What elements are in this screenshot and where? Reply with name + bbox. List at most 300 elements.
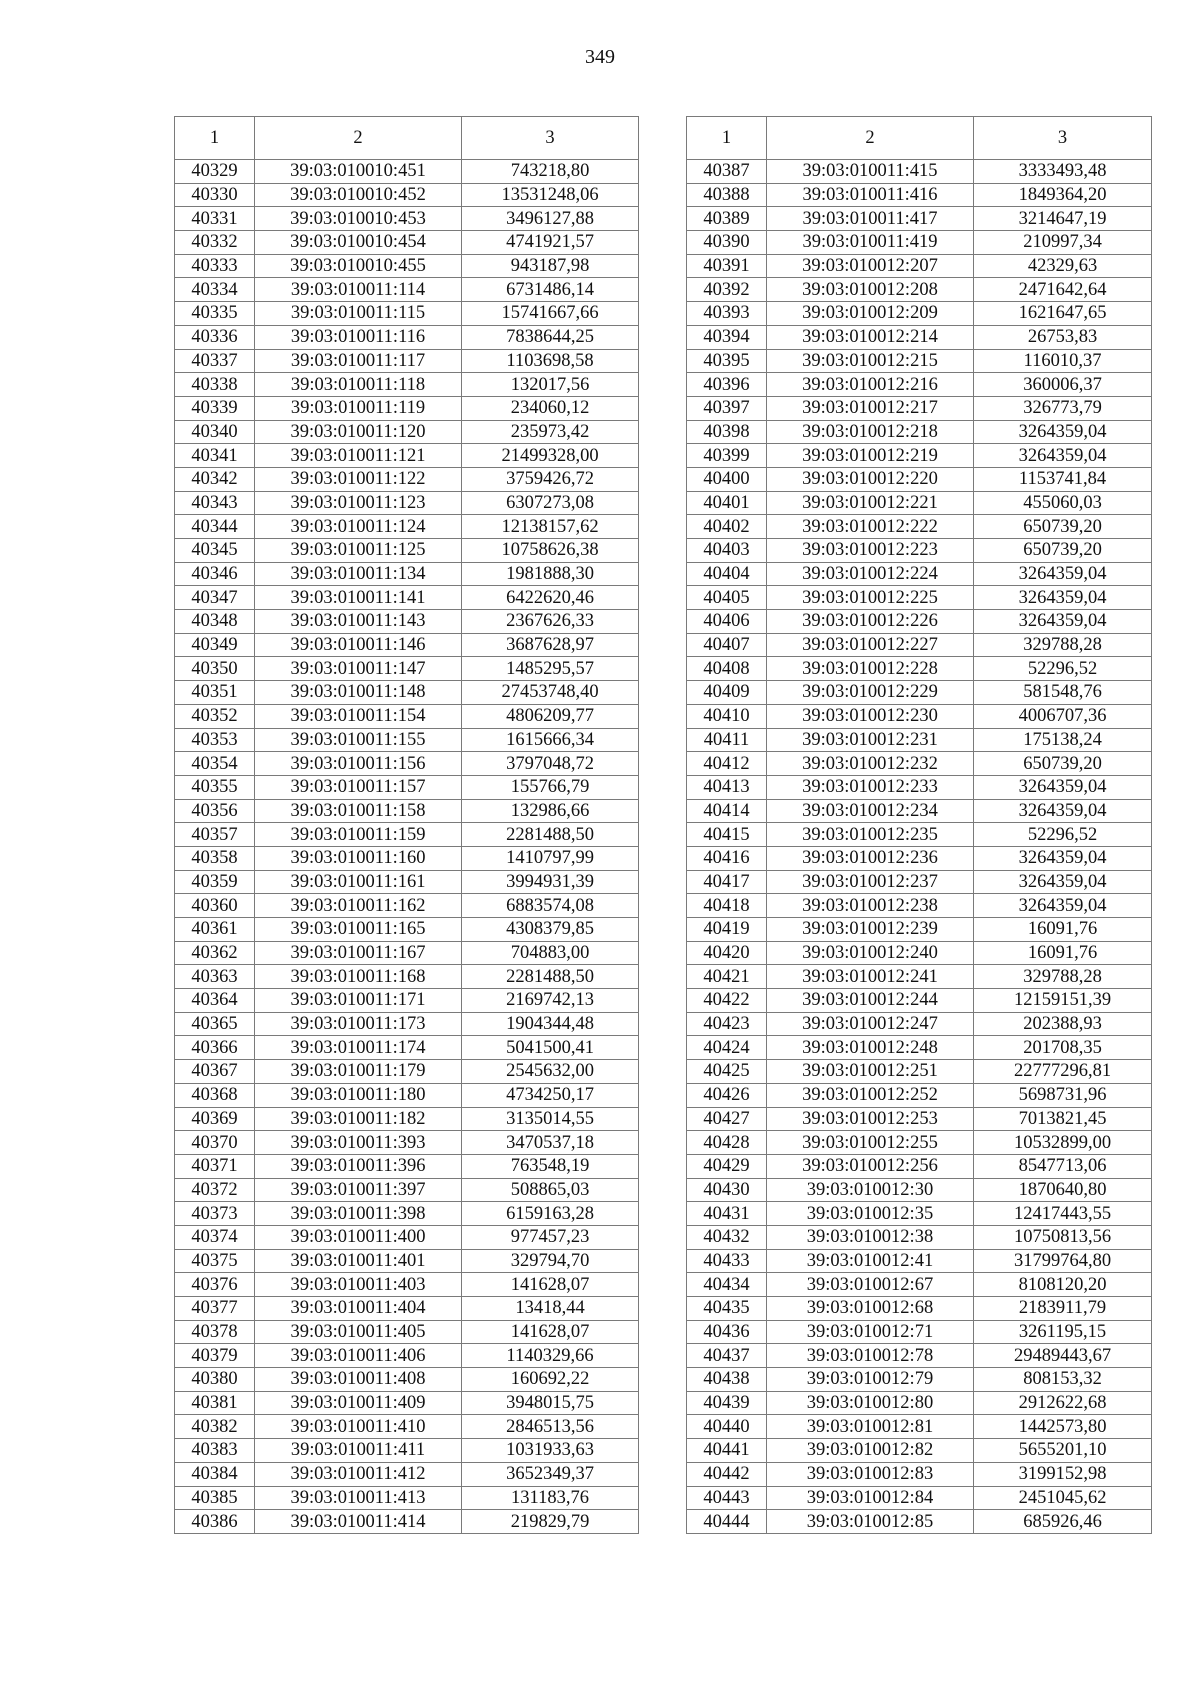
row-number-cell: 40331: [175, 207, 255, 231]
row-number-cell: 40369: [175, 1107, 255, 1131]
value-cell: 4741921,57: [462, 231, 639, 255]
cadastral-number-cell: 39:03:010012:252: [767, 1083, 974, 1107]
value-cell: 3687628,97: [462, 633, 639, 657]
row-number-cell: 40356: [175, 799, 255, 823]
table-row: [687, 752, 1152, 776]
row-number-cell: 40380: [175, 1368, 255, 1392]
table-row: [175, 1486, 639, 1510]
table-row: [687, 183, 1152, 207]
value-cell: 763548,19: [462, 1154, 639, 1178]
table-row: [175, 183, 639, 207]
cadastral-number-cell: 39:03:010011:403: [255, 1273, 462, 1297]
cadastral-number-cell: 39:03:010011:417: [767, 207, 974, 231]
value-cell: 42329,63: [974, 254, 1152, 278]
cadastral-number-cell: 39:03:010012:222: [767, 515, 974, 539]
cadastral-number-cell: 39:03:010012:71: [767, 1320, 974, 1344]
value-cell: 10758626,38: [462, 539, 639, 563]
value-cell: 132017,56: [462, 373, 639, 397]
table-row: [175, 633, 639, 657]
value-cell: 175138,24: [974, 728, 1152, 752]
cadastral-number-cell: 39:03:010011:147: [255, 657, 462, 681]
value-cell: 3135014,55: [462, 1107, 639, 1131]
row-number-cell: 40439: [687, 1391, 767, 1415]
row-number-cell: 40333: [175, 254, 255, 278]
row-number-cell: 40351: [175, 681, 255, 705]
column-header-1: 1: [687, 117, 767, 160]
row-number-cell: 40415: [687, 823, 767, 847]
cadastral-number-cell: 39:03:010011:156: [255, 752, 462, 776]
row-number-cell: 40400: [687, 467, 767, 491]
row-number-cell: 40422: [687, 989, 767, 1013]
cadastral-number-cell: 39:03:010012:78: [767, 1344, 974, 1368]
table-row: [687, 1036, 1152, 1060]
value-cell: 3264359,04: [974, 444, 1152, 468]
cadastral-number-cell: 39:03:010012:84: [767, 1486, 974, 1510]
row-number-cell: 40365: [175, 1012, 255, 1036]
cadastral-number-cell: 39:03:010011:119: [255, 396, 462, 420]
value-cell: 508865,03: [462, 1178, 639, 1202]
table-row: [687, 1439, 1152, 1463]
value-cell: 27453748,40: [462, 681, 639, 705]
table-row: [687, 1154, 1152, 1178]
value-cell: 155766,79: [462, 775, 639, 799]
row-number-cell: 40334: [175, 278, 255, 302]
row-number-cell: 40338: [175, 373, 255, 397]
row-number-cell: 40363: [175, 965, 255, 989]
row-number-cell: 40428: [687, 1131, 767, 1155]
table-row: [687, 325, 1152, 349]
cadastral-number-cell: 39:03:010011:414: [255, 1510, 462, 1534]
cadastral-number-cell: 39:03:010011:416: [767, 183, 974, 207]
row-number-cell: 40438: [687, 1368, 767, 1392]
table-row: [175, 491, 639, 515]
value-cell: 6883574,08: [462, 894, 639, 918]
row-number-cell: 40370: [175, 1131, 255, 1155]
value-cell: 5698731,96: [974, 1083, 1152, 1107]
table-row: [687, 1202, 1152, 1226]
cadastral-number-cell: 39:03:010012:217: [767, 396, 974, 420]
cadastral-number-cell: 39:03:010011:182: [255, 1107, 462, 1131]
value-cell: 6307273,08: [462, 491, 639, 515]
cadastral-number-cell: 39:03:010011:400: [255, 1225, 462, 1249]
cadastral-number-cell: 39:03:010012:208: [767, 278, 974, 302]
value-cell: 2912622,68: [974, 1391, 1152, 1415]
row-number-cell: 40390: [687, 231, 767, 255]
value-cell: 26753,83: [974, 325, 1152, 349]
table-row: [687, 1462, 1152, 1486]
table-row: [687, 1012, 1152, 1036]
value-cell: 7013821,45: [974, 1107, 1152, 1131]
value-cell: 2183911,79: [974, 1297, 1152, 1321]
value-cell: 132986,66: [462, 799, 639, 823]
cadastral-number-cell: 39:03:010011:117: [255, 349, 462, 373]
cadastral-number-cell: 39:03:010012:232: [767, 752, 974, 776]
row-number-cell: 40423: [687, 1012, 767, 1036]
cadastral-number-cell: 39:03:010011:167: [255, 941, 462, 965]
table-row: [687, 562, 1152, 586]
row-number-cell: 40361: [175, 918, 255, 942]
table-row: [687, 254, 1152, 278]
value-cell: 160692,22: [462, 1368, 639, 1392]
value-cell: 650739,20: [974, 539, 1152, 563]
row-number-cell: 40408: [687, 657, 767, 681]
row-number-cell: 40388: [687, 183, 767, 207]
value-cell: 329788,28: [974, 633, 1152, 657]
row-number-cell: 40404: [687, 562, 767, 586]
value-cell: 329794,70: [462, 1249, 639, 1273]
row-number-cell: 40343: [175, 491, 255, 515]
value-cell: 650739,20: [974, 752, 1152, 776]
cadastral-number-cell: 39:03:010011:412: [255, 1462, 462, 1486]
table-row: [175, 207, 639, 231]
value-cell: 2846513,56: [462, 1415, 639, 1439]
cadastral-number-cell: 39:03:010012:236: [767, 846, 974, 870]
row-number-cell: 40394: [687, 325, 767, 349]
row-number-cell: 40349: [175, 633, 255, 657]
table-row: [687, 1510, 1152, 1534]
value-cell: 116010,37: [974, 349, 1152, 373]
row-number-cell: 40413: [687, 775, 767, 799]
value-cell: 201708,35: [974, 1036, 1152, 1060]
table-row: [687, 1344, 1152, 1368]
row-number-cell: 40426: [687, 1083, 767, 1107]
cadastral-number-cell: 39:03:010012:80: [767, 1391, 974, 1415]
row-number-cell: 40345: [175, 539, 255, 563]
value-cell: 4308379,85: [462, 918, 639, 942]
table-row: [687, 799, 1152, 823]
cadastral-number-cell: 39:03:010012:218: [767, 420, 974, 444]
value-cell: 704883,00: [462, 941, 639, 965]
cadastral-number-cell: 39:03:010010:451: [255, 160, 462, 184]
cadastral-number-cell: 39:03:010011:123: [255, 491, 462, 515]
table-row: [175, 775, 639, 799]
cadastral-number-cell: 39:03:010012:240: [767, 941, 974, 965]
table-row: [687, 894, 1152, 918]
cadastral-number-cell: 39:03:010012:229: [767, 681, 974, 705]
table-row: [175, 444, 639, 468]
table-row: [175, 1154, 639, 1178]
table-row: [687, 870, 1152, 894]
cadastral-number-cell: 39:03:010011:413: [255, 1486, 462, 1510]
cadastral-number-cell: 39:03:010012:209: [767, 302, 974, 326]
column-header-3: 3: [974, 117, 1152, 160]
cadastral-number-cell: 39:03:010012:82: [767, 1439, 974, 1463]
table-row: [687, 681, 1152, 705]
value-cell: 12417443,55: [974, 1202, 1152, 1226]
row-number-cell: 40417: [687, 870, 767, 894]
value-cell: 8547713,06: [974, 1154, 1152, 1178]
row-number-cell: 40431: [687, 1202, 767, 1226]
table-row: [687, 1083, 1152, 1107]
value-cell: 4806209,77: [462, 704, 639, 728]
cadastral-number-cell: 39:03:010011:408: [255, 1368, 462, 1392]
table-row: [175, 610, 639, 634]
cadastral-number-cell: 39:03:010011:401: [255, 1249, 462, 1273]
row-number-cell: 40434: [687, 1273, 767, 1297]
cadastral-number-cell: 39:03:010012:219: [767, 444, 974, 468]
cadastral-number-cell: 39:03:010011:154: [255, 704, 462, 728]
table-row: [687, 420, 1152, 444]
table-row: [175, 1439, 639, 1463]
value-cell: 3214647,19: [974, 207, 1152, 231]
row-number-cell: 40441: [687, 1439, 767, 1463]
row-number-cell: 40350: [175, 657, 255, 681]
cadastral-number-cell: 39:03:010012:30: [767, 1178, 974, 1202]
table-row: [687, 1297, 1152, 1321]
table-row: [687, 1131, 1152, 1155]
row-number-cell: 40354: [175, 752, 255, 776]
cadastral-number-cell: 39:03:010011:158: [255, 799, 462, 823]
cadastral-number-cell: 39:03:010011:410: [255, 1415, 462, 1439]
cadastral-number-cell: 39:03:010011:161: [255, 870, 462, 894]
table-row: [687, 846, 1152, 870]
row-number-cell: 40421: [687, 965, 767, 989]
cadastral-number-cell: 39:03:010011:179: [255, 1060, 462, 1084]
value-cell: 455060,03: [974, 491, 1152, 515]
cadastral-number-cell: 39:03:010012:251: [767, 1060, 974, 1084]
page-number: 349: [585, 46, 615, 68]
value-cell: 1485295,57: [462, 657, 639, 681]
cadastral-number-cell: 39:03:010011:405: [255, 1320, 462, 1344]
value-cell: 1103698,58: [462, 349, 639, 373]
row-number-cell: 40371: [175, 1154, 255, 1178]
cadastral-number-cell: 39:03:010012:220: [767, 467, 974, 491]
value-cell: 2451045,62: [974, 1486, 1152, 1510]
header-row: [687, 117, 1152, 160]
table-row: [687, 1225, 1152, 1249]
cadastral-number-cell: 39:03:010011:411: [255, 1439, 462, 1463]
row-number-cell: 40403: [687, 539, 767, 563]
table-row: [687, 539, 1152, 563]
row-number-cell: 40429: [687, 1154, 767, 1178]
value-cell: 16091,76: [974, 918, 1152, 942]
table-row: [687, 1486, 1152, 1510]
value-cell: 1140329,66: [462, 1344, 639, 1368]
row-number-cell: 40389: [687, 207, 767, 231]
cadastral-number-cell: 39:03:010011:165: [255, 918, 462, 942]
row-number-cell: 40332: [175, 231, 255, 255]
cadastral-number-cell: 39:03:010011:141: [255, 586, 462, 610]
cadastral-number-cell: 39:03:010012:215: [767, 349, 974, 373]
value-cell: 5041500,41: [462, 1036, 639, 1060]
row-number-cell: 40374: [175, 1225, 255, 1249]
value-cell: 685926,46: [974, 1510, 1152, 1534]
cadastral-number-cell: 39:03:010012:255: [767, 1131, 974, 1155]
column-header-2: 2: [767, 117, 974, 160]
table-row: [687, 373, 1152, 397]
row-number-cell: 40364: [175, 989, 255, 1013]
row-number-cell: 40419: [687, 918, 767, 942]
value-cell: 1031933,63: [462, 1439, 639, 1463]
table-row: [175, 965, 639, 989]
cadastral-number-cell: 39:03:010011:174: [255, 1036, 462, 1060]
value-cell: 52296,52: [974, 823, 1152, 847]
row-number-cell: 40377: [175, 1297, 255, 1321]
cadastral-number-cell: 39:03:010011:397: [255, 1178, 462, 1202]
cadastral-number-cell: 39:03:010012:235: [767, 823, 974, 847]
cadastral-number-cell: 39:03:010012:68: [767, 1297, 974, 1321]
table-row: [175, 870, 639, 894]
value-cell: 3652349,37: [462, 1462, 639, 1486]
table-row: [175, 941, 639, 965]
table-row: [175, 396, 639, 420]
value-cell: 210997,34: [974, 231, 1152, 255]
value-cell: 131183,76: [462, 1486, 639, 1510]
value-cell: 329788,28: [974, 965, 1152, 989]
table-row: [175, 752, 639, 776]
value-cell: 2471642,64: [974, 278, 1152, 302]
row-number-cell: 40392: [687, 278, 767, 302]
cadastral-number-cell: 39:03:010012:244: [767, 989, 974, 1013]
value-cell: 3470537,18: [462, 1131, 639, 1155]
left-table: [174, 116, 639, 1534]
cadastral-number-cell: 39:03:010011:409: [255, 1391, 462, 1415]
cadastral-number-cell: 39:03:010012:35: [767, 1202, 974, 1226]
row-number-cell: 40442: [687, 1462, 767, 1486]
cadastral-number-cell: 39:03:010011:173: [255, 1012, 462, 1036]
row-number-cell: 40440: [687, 1415, 767, 1439]
table-row: [687, 396, 1152, 420]
table-row: [175, 1297, 639, 1321]
value-cell: 219829,79: [462, 1510, 639, 1534]
table-row: [175, 420, 639, 444]
value-cell: 8108120,20: [974, 1273, 1152, 1297]
row-number-cell: 40355: [175, 775, 255, 799]
row-number-cell: 40397: [687, 396, 767, 420]
value-cell: 3264359,04: [974, 775, 1152, 799]
cadastral-number-cell: 39:03:010012:79: [767, 1368, 974, 1392]
table-row: [175, 586, 639, 610]
table-row: [687, 467, 1152, 491]
table-row: [687, 1249, 1152, 1273]
row-number-cell: 40362: [175, 941, 255, 965]
table-row: [175, 799, 639, 823]
value-cell: 1621647,65: [974, 302, 1152, 326]
row-number-cell: 40409: [687, 681, 767, 705]
cadastral-number-cell: 39:03:010011:180: [255, 1083, 462, 1107]
row-number-cell: 40347: [175, 586, 255, 610]
row-number-cell: 40393: [687, 302, 767, 326]
table-row: [175, 1273, 639, 1297]
table-row: [175, 160, 639, 184]
value-cell: 1153741,84: [974, 467, 1152, 491]
table-row: [175, 1107, 639, 1131]
cadastral-number-cell: 39:03:010011:115: [255, 302, 462, 326]
cadastral-number-cell: 39:03:010011:148: [255, 681, 462, 705]
row-number-cell: 40383: [175, 1439, 255, 1463]
value-cell: 1615666,34: [462, 728, 639, 752]
value-cell: 1442573,80: [974, 1415, 1152, 1439]
row-number-cell: 40407: [687, 633, 767, 657]
table-row: [687, 1320, 1152, 1344]
table-row: [687, 657, 1152, 681]
cadastral-number-cell: 39:03:010012:83: [767, 1462, 974, 1486]
cadastral-number-cell: 39:03:010012:85: [767, 1510, 974, 1534]
table-row: [175, 278, 639, 302]
cadastral-number-cell: 39:03:010012:223: [767, 539, 974, 563]
cadastral-number-cell: 39:03:010011:162: [255, 894, 462, 918]
table-row: [175, 231, 639, 255]
table-row: [687, 728, 1152, 752]
value-cell: 2545632,00: [462, 1060, 639, 1084]
cadastral-number-cell: 39:03:010011:116: [255, 325, 462, 349]
cadastral-number-cell: 39:03:010012:67: [767, 1273, 974, 1297]
value-cell: 3759426,72: [462, 467, 639, 491]
cadastral-number-cell: 39:03:010012:225: [767, 586, 974, 610]
row-number-cell: 40444: [687, 1510, 767, 1534]
value-cell: 21499328,00: [462, 444, 639, 468]
row-number-cell: 40425: [687, 1060, 767, 1084]
table-row: [687, 1415, 1152, 1439]
table-row: [175, 704, 639, 728]
row-number-cell: 40330: [175, 183, 255, 207]
value-cell: 15741667,66: [462, 302, 639, 326]
cadastral-number-cell: 39:03:010012:248: [767, 1036, 974, 1060]
cadastral-number-cell: 39:03:010011:168: [255, 965, 462, 989]
left-table-header: [175, 117, 639, 160]
row-number-cell: 40359: [175, 870, 255, 894]
row-number-cell: 40399: [687, 444, 767, 468]
table-row: [175, 562, 639, 586]
table-row: [687, 1273, 1152, 1297]
row-number-cell: 40437: [687, 1344, 767, 1368]
cadastral-number-cell: 39:03:010011:122: [255, 467, 462, 491]
value-cell: 3797048,72: [462, 752, 639, 776]
right-table-header: [687, 117, 1152, 160]
cadastral-number-cell: 39:03:010012:231: [767, 728, 974, 752]
table-row: [687, 1178, 1152, 1202]
left-table-body: [175, 160, 639, 1534]
row-number-cell: 40432: [687, 1225, 767, 1249]
cadastral-number-cell: 39:03:010012:214: [767, 325, 974, 349]
value-cell: 743218,80: [462, 160, 639, 184]
row-number-cell: 40435: [687, 1297, 767, 1321]
table-row: [175, 894, 639, 918]
row-number-cell: 40340: [175, 420, 255, 444]
table-row: [175, 1415, 639, 1439]
cadastral-number-cell: 39:03:010010:455: [255, 254, 462, 278]
value-cell: 235973,42: [462, 420, 639, 444]
cadastral-number-cell: 39:03:010012:233: [767, 775, 974, 799]
column-header-1: 1: [175, 117, 255, 160]
value-cell: 977457,23: [462, 1225, 639, 1249]
table-row: [175, 728, 639, 752]
value-cell: 13418,44: [462, 1297, 639, 1321]
cadastral-number-cell: 39:03:010011:125: [255, 539, 462, 563]
cadastral-number-cell: 39:03:010011:157: [255, 775, 462, 799]
table-row: [175, 1178, 639, 1202]
value-cell: 141628,07: [462, 1320, 639, 1344]
cadastral-number-cell: 39:03:010012:253: [767, 1107, 974, 1131]
row-number-cell: 40384: [175, 1462, 255, 1486]
value-cell: 3199152,98: [974, 1462, 1152, 1486]
value-cell: 4006707,36: [974, 704, 1152, 728]
row-number-cell: 40414: [687, 799, 767, 823]
row-number-cell: 40339: [175, 396, 255, 420]
table-row: [175, 1083, 639, 1107]
cadastral-number-cell: 39:03:010012:221: [767, 491, 974, 515]
table-row: [687, 160, 1152, 184]
cadastral-number-cell: 39:03:010012:81: [767, 1415, 974, 1439]
row-number-cell: 40387: [687, 160, 767, 184]
table-row: [687, 965, 1152, 989]
cadastral-number-cell: 39:03:010012:230: [767, 704, 974, 728]
value-cell: 1849364,20: [974, 183, 1152, 207]
table-row: [175, 515, 639, 539]
table-row: [175, 846, 639, 870]
cadastral-number-cell: 39:03:010011:124: [255, 515, 462, 539]
row-number-cell: 40368: [175, 1083, 255, 1107]
